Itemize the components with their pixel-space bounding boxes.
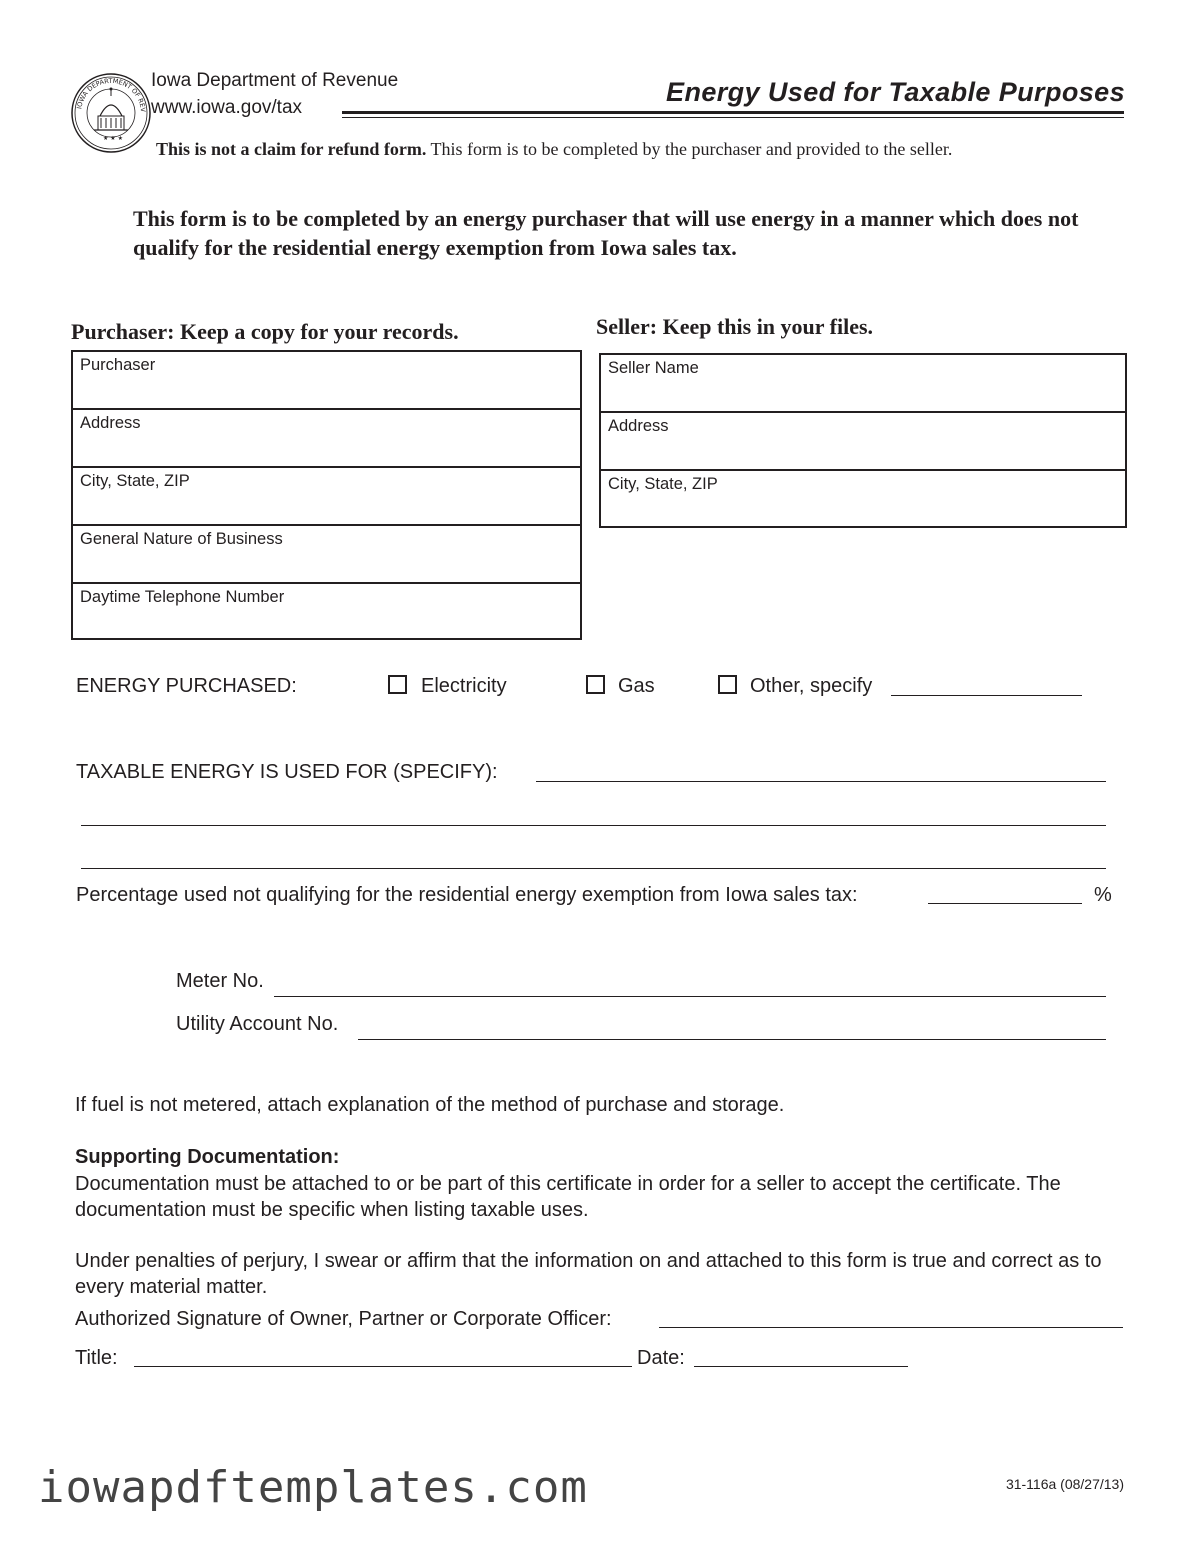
seller-city-field[interactable] xyxy=(601,471,1125,529)
taxable-use-line-1[interactable] xyxy=(536,781,1106,782)
state-seal-icon xyxy=(70,72,152,154)
energy-purchased-label: ENERGY PURCHASED: xyxy=(76,675,297,697)
title-rule-thick xyxy=(342,111,1124,114)
title-rule-thin xyxy=(342,117,1124,118)
title-line[interactable] xyxy=(134,1366,632,1367)
electricity-checkbox[interactable] xyxy=(388,675,407,694)
percent-sign: % xyxy=(1094,884,1112,906)
refund-notice-text: This form is to be completed by the purchaser and provided to the seller. xyxy=(426,139,953,159)
purchaser-business-label: General Nature of Business xyxy=(80,530,283,548)
seller-city-label: City, State, ZIP xyxy=(608,475,718,493)
agency-name: Iowa Department of Revenue xyxy=(151,70,399,91)
taxable-use-label: TAXABLE ENERGY IS USED FOR (SPECIFY): xyxy=(76,761,498,783)
utility-account-line[interactable] xyxy=(358,1039,1106,1040)
purchaser-box xyxy=(71,350,582,640)
seller-name-label: Seller Name xyxy=(608,359,699,377)
purchaser-address-field[interactable] xyxy=(73,410,580,468)
other-checkbox[interactable] xyxy=(718,675,737,694)
intro-text: This form is to be completed by an energy purchaser that will use energy in a manner which does not qualify for the residential energy exemption from Iowa sales tax. xyxy=(133,206,1079,260)
seller-address-field[interactable] xyxy=(601,413,1125,471)
refund-notice xyxy=(156,139,952,160)
purchaser-name-label: Purchaser xyxy=(80,356,156,374)
other-specify-line[interactable] xyxy=(891,695,1082,696)
purchaser-business-field[interactable] xyxy=(73,526,580,584)
date-line[interactable] xyxy=(694,1366,908,1367)
signature-label: Authorized Signature of Owner, Partner or Corporate Officer: xyxy=(75,1308,612,1330)
gas-label: Gas xyxy=(618,675,655,697)
purchaser-phone-label: Daytime Telephone Number xyxy=(80,588,285,606)
title-label: Title: xyxy=(75,1347,118,1369)
purchaser-phone-field[interactable] xyxy=(73,584,580,642)
fuel-note: If fuel is not metered, attach explanation of the method of purchase and storage. xyxy=(75,1094,785,1116)
purchaser-city-field[interactable] xyxy=(73,468,580,526)
taxable-use-line-2[interactable] xyxy=(81,825,1106,826)
gas-checkbox[interactable] xyxy=(586,675,605,694)
perjury-text: Under penalties of perjury, I swear or affirm that the information on and attached to this form is true and correct as to every material matter. xyxy=(75,1250,1102,1298)
percentage-line[interactable] xyxy=(928,903,1082,904)
refund-notice-bold: This is not a claim for refund form. xyxy=(156,139,427,159)
seller-name-field[interactable] xyxy=(601,355,1125,413)
other-label: Other, specify xyxy=(750,675,873,697)
purchaser-city-label: City, State, ZIP xyxy=(80,472,190,490)
electricity-label: Electricity xyxy=(421,675,507,697)
signature-line[interactable] xyxy=(659,1327,1123,1328)
purchaser-name-field[interactable] xyxy=(73,352,580,410)
purchaser-heading: Purchaser: Keep a copy for your records. xyxy=(71,319,459,344)
percentage-label: Percentage used not qualifying for the residential energy exemption from Iowa sales tax: xyxy=(76,884,858,906)
seller-box xyxy=(599,353,1127,528)
date-label: Date: xyxy=(637,1347,685,1369)
meter-line[interactable] xyxy=(274,996,1106,997)
supporting-text: Documentation must be attached to or be part of this certificate in order for a seller to accept the certificate. The documentation must be specific when listing taxable uses. xyxy=(75,1173,1061,1221)
agency-website-link[interactable]: www.iowa.gov/tax xyxy=(151,97,303,118)
form-number: 31-116a (08/27/13) xyxy=(1005,1476,1124,1492)
watermark: iowapdftemplates.com xyxy=(38,1462,588,1513)
svg-text:IOWA DEPARTMENT OF REVENUE: IOWA DEPARTMENT OF REV xyxy=(75,76,148,113)
utility-account-label: Utility Account No. xyxy=(176,1013,339,1035)
meter-label: Meter No. xyxy=(176,970,264,992)
seller-address-label: Address xyxy=(608,417,669,435)
svg-text:★ ★ ★: ★ ★ ★ xyxy=(103,135,123,142)
form-title: Energy Used for Taxable Purposes xyxy=(666,77,1125,107)
purchaser-address-label: Address xyxy=(80,414,141,432)
supporting-heading: Supporting Documentation: xyxy=(75,1146,340,1168)
seller-heading: Seller: Keep this in your files. xyxy=(596,314,874,339)
taxable-use-line-3[interactable] xyxy=(81,868,1106,869)
